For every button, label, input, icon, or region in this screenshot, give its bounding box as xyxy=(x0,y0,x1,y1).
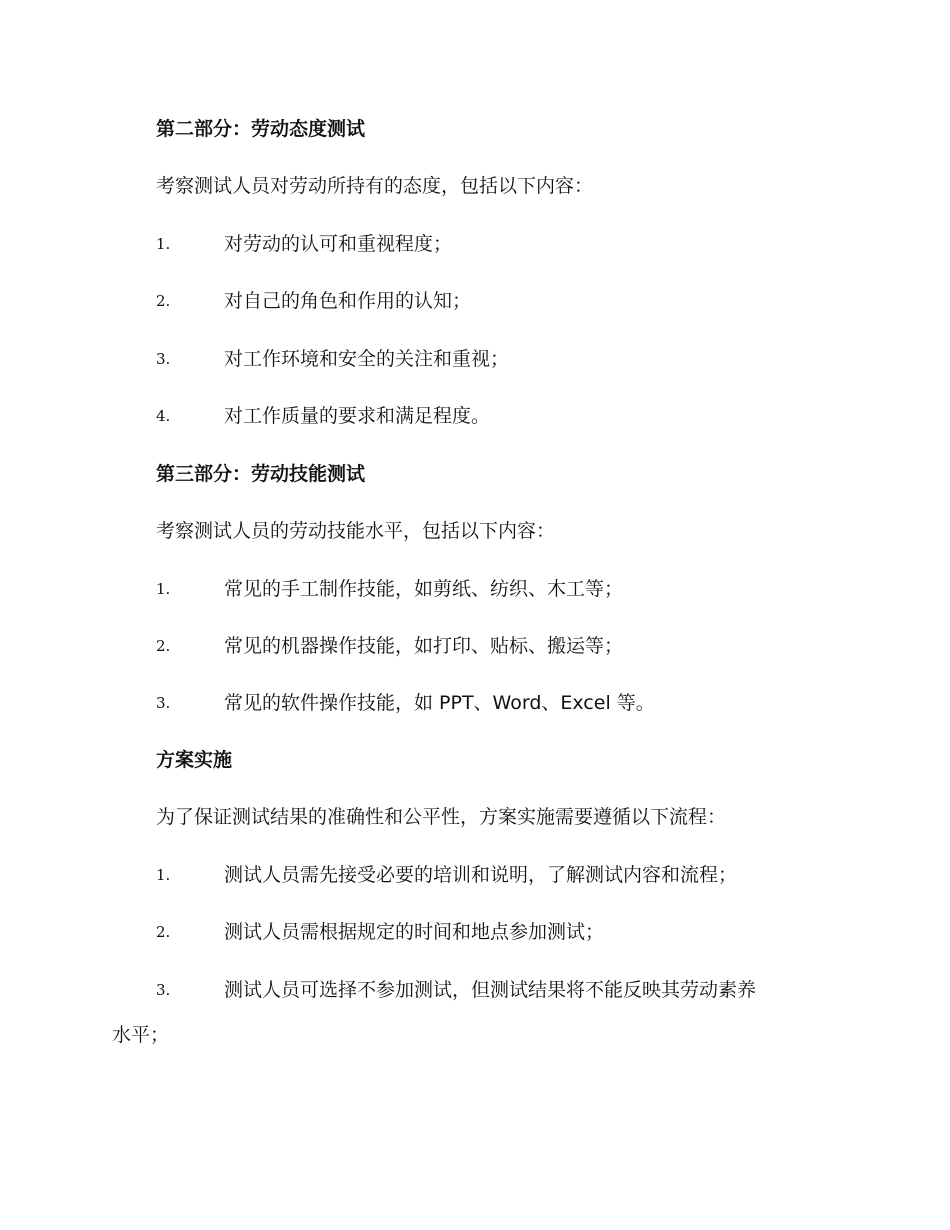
list-item-number: 3. xyxy=(156,350,171,368)
list-item-text: 常见的机器操作技能，如打印、贴标、搬运等； xyxy=(224,635,624,657)
section-intro-labor-attitude: 考察测试人员对劳动所持有的态度，包括以下内容： xyxy=(156,175,594,197)
section-heading-labor-attitude: 第二部分：劳动态度测试 xyxy=(156,118,366,140)
list-item-number: 1. xyxy=(156,866,171,884)
list-item-text: 常见的手工制作技能，如剪纸、纺织、木工等； xyxy=(224,578,624,600)
list-item-number: 3. xyxy=(156,694,171,712)
list-item-text: 常见的软件操作技能，如 PPT、Word、Excel 等。 xyxy=(224,692,655,714)
list-item-text: 测试人员需根据规定的时间和地点参加测试； xyxy=(224,921,605,943)
list-item-text: 对工作质量的要求和满足程度。 xyxy=(224,405,491,427)
section-heading-implementation: 方案实施 xyxy=(156,749,233,771)
section-intro-labor-skills: 考察测试人员的劳动技能水平，包括以下内容： xyxy=(156,520,556,542)
list-item-number: 4. xyxy=(156,407,171,425)
list-item-text: 对劳动的认可和重视程度； xyxy=(224,233,453,255)
list-item-number: 2. xyxy=(156,637,171,655)
list-item-text: 测试人员需先接受必要的培训和说明，了解测试内容和流程； xyxy=(224,864,738,886)
list-item-number: 3. xyxy=(156,981,171,999)
list-item-text: 对工作环境和安全的关注和重视； xyxy=(224,348,510,370)
list-item-text-continuation: 水平； xyxy=(112,1024,170,1046)
list-item-number: 1. xyxy=(156,580,171,598)
section-heading-labor-skills: 第三部分：劳动技能测试 xyxy=(156,463,366,485)
list-item-number: 1. xyxy=(156,235,171,253)
list-item-number: 2. xyxy=(156,292,171,310)
section-intro-implementation: 为了保证测试结果的准确性和公平性，方案实施需要遵循以下流程： xyxy=(156,806,727,828)
list-item-text: 对自己的角色和作用的认知； xyxy=(224,290,472,312)
list-item-text: 测试人员可选择不参加测试，但测试结果将不能反映其劳动素养 xyxy=(224,979,757,1001)
list-item-number: 2. xyxy=(156,923,171,941)
